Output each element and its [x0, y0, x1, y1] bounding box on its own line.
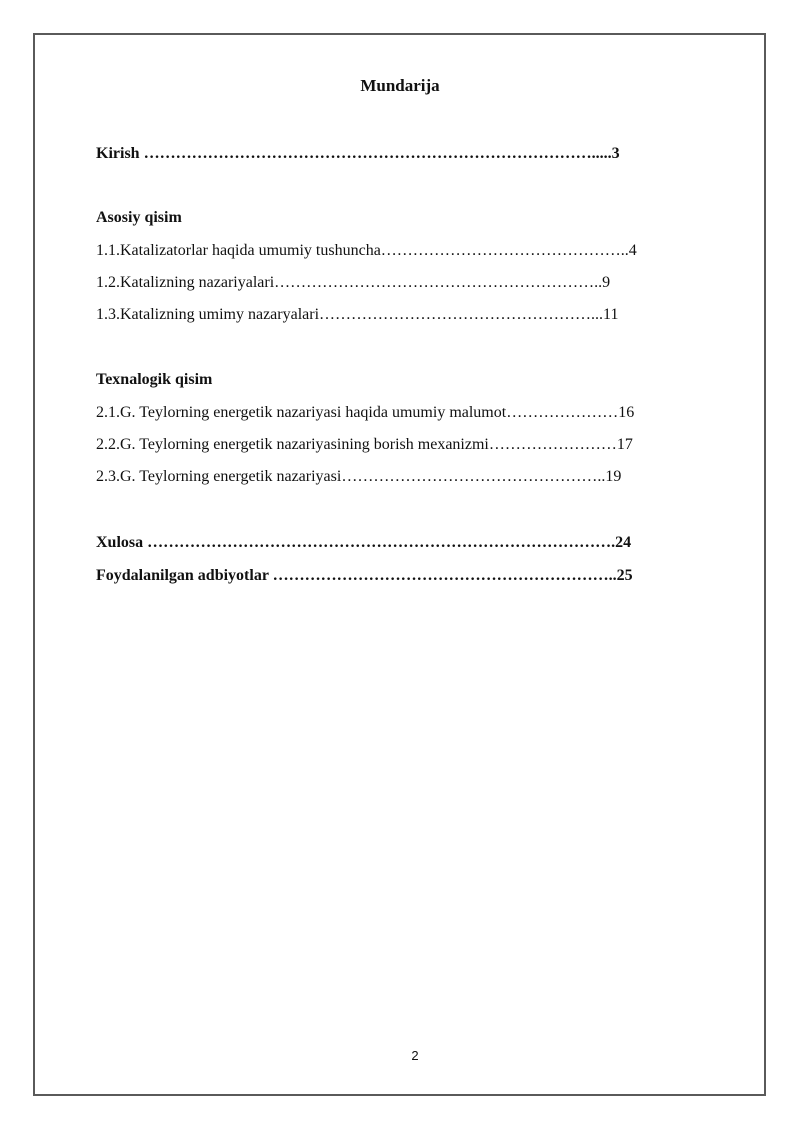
document-title: Mundarija [360, 76, 440, 95]
toc-entry-kirish: Kirish ………………………………………………………………………….....3 [96, 145, 620, 162]
toc-entry-1-3: 1.3.Katalizning umimy nazaryalari……………………………………………...11 [96, 306, 619, 323]
toc-entry-1-1: 1.1.Katalizatorlar haqida umumiy tushuncha………………………………………..4 [96, 242, 637, 259]
toc-entry-2-3: 2.3.G. Teylorning energetik nazariyasi…………………………………………..19 [96, 468, 622, 485]
toc-entry-xulosa: Xulosa …………………………………………………………………………….24 [96, 534, 632, 551]
toc-entry-2-2: 2.2.G. Teylorning energetik nazariyasining borish mexanizmi……………………17 [96, 436, 633, 453]
page-number: 2 [411, 1048, 419, 1063]
toc-section-heading-texnalogik: Texnalogik qisim [96, 371, 213, 388]
toc-entry-1-2: 1.2.Katalizning nazariyalari……………………………………………………..9 [96, 274, 611, 291]
toc-entry-2-1: 2.1.G. Teylorning energetik nazariyasi haqida umumiy malumot…………………16 [96, 404, 635, 421]
toc-entry-foydalanilgan: Foydalanilgan adbiyotlar ………………………………………………………..25 [96, 567, 633, 584]
page-border [33, 33, 766, 1096]
toc-section-heading-asosiy: Asosiy qisim [96, 209, 182, 226]
